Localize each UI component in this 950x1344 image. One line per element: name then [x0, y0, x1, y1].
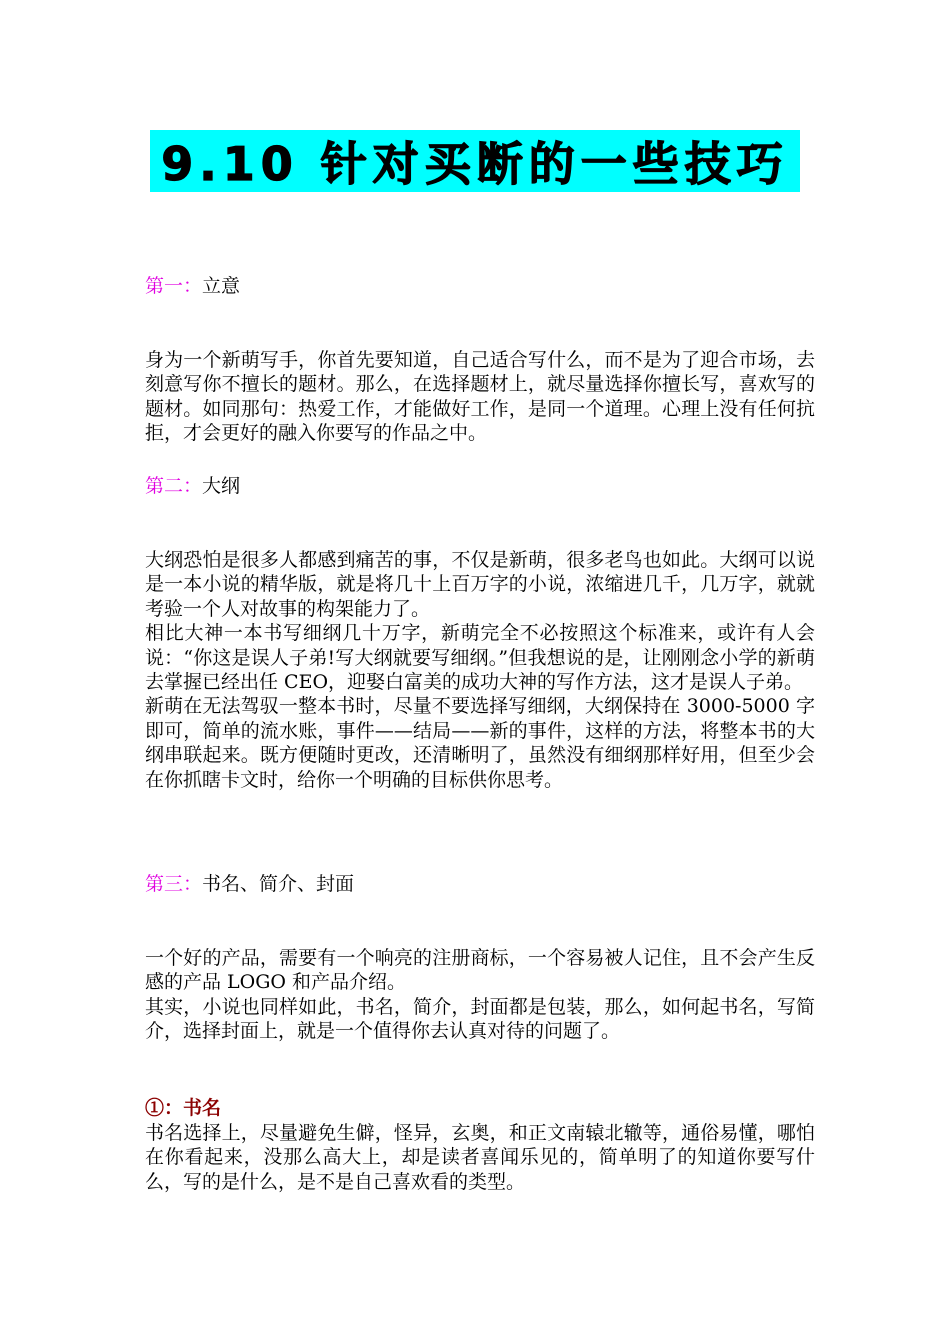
paragraph: 大纲恐怕是很多人都感到痛苦的事，不仅是新萌，很多老鸟也如此。大纲可以说是一本小说的精华版，就是将几十上百万字的小说，浓缩进几千，几万字，就就考验一个人对故事的构架能力了。 [145, 549, 815, 620]
section-prefix: 第一： [145, 275, 203, 297]
paragraph: 新萌在无法驾驭一整本书时，尽量不要选择写细纲，大纲保持在 3000-5000 字即可，简单的流水账，事件——结局——新的事件，这样的方法，将整本书的大纲串联起来。既方便随时更改，还清晰明了，虽然没有细纲那样好用，但至少会在你抓瞎卡文时，给你一个明确的目标供你思考。 [145, 695, 815, 791]
section-prefix: 第二： [145, 475, 203, 497]
section-body-3 [145, 946, 815, 1044]
paragraph: 其实，小说也同样如此，书名，简介，封面都是包装，那么，如何起书名，写简介，选择封面上，就是一个值得你去认真对待的问题了。 [145, 995, 815, 1043]
page-title: 9.10 针对买断的一些技巧 [161, 137, 789, 191]
section-label: 大纲 [202, 475, 241, 497]
paragraph: 书名选择上，尽量避免生僻，怪异，玄奥，和正文南辕北辙等，通俗易懂，哪怕在你看起来，没那么高大上，却是读者喜闻乐见的，简单明了的知道你要写什么，写的是什么，是不是自己喜欢看的类型。 [145, 1122, 815, 1193]
paragraph: 身为一个新萌写手，你首先要知道，自己适合写什么，而不是为了迎合市场，去刻意写你不擅长的题材。那么，在选择题材上，就尽量选择你擅长写，喜欢写的题材。如同那句：热爱工作，才能做好工作，是同一个道理。心理上没有任何抗拒，才会更好的融入你要写的作品之中。 [145, 349, 815, 445]
section-prefix: 第三： [145, 873, 203, 895]
section-heading-1 [145, 274, 240, 298]
title-highlight [150, 130, 800, 192]
section-label: 立意 [202, 275, 241, 297]
section-body-2 [145, 548, 815, 792]
section-heading-3 [145, 872, 354, 896]
subsection-body [145, 1121, 815, 1194]
section-label: 书名、简介、封面 [202, 873, 355, 895]
section-body-1 [145, 348, 815, 446]
paragraph: 相比大神一本书写细纲几十万字，新萌完全不必按照这个标准来，或许有人会说：“你这是误人子弟!写大纲就要写细纲。”但我想说的是，让刚刚念小学的新萌去掌握已经出任 CEO，迎娶白富美的成功大神的写作方法，这才是误人子弟。 [145, 622, 815, 694]
section-heading-2 [145, 474, 240, 498]
subsection-heading: ①：书名 [145, 1097, 222, 1119]
paragraph: 一个好的产品，需要有一个响亮的注册商标，一个容易被人记住，且不会产生反感的产品 LOGO 和产品介绍。 [145, 947, 815, 994]
